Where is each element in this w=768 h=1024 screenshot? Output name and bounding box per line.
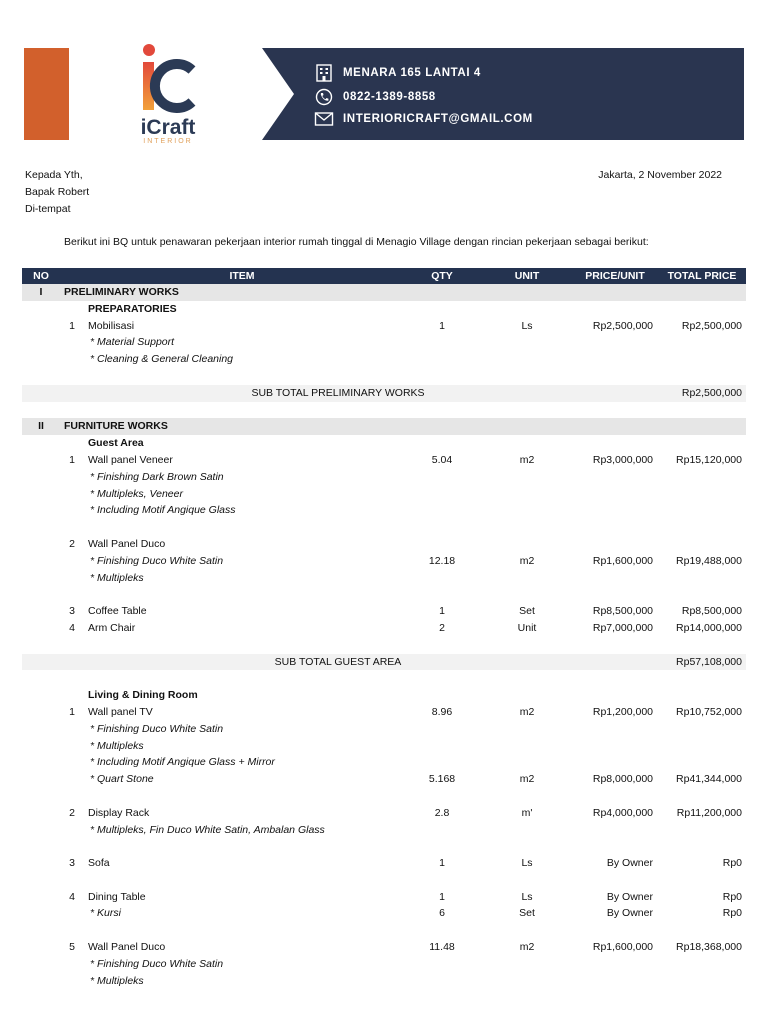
note-row <box>22 822 746 839</box>
recipient-line-3: Di-tempat <box>25 203 71 215</box>
item-unit: Ls <box>521 319 533 332</box>
note-row <box>22 956 746 973</box>
item-name: Display Rack <box>88 806 150 819</box>
group-title: Guest Area <box>88 437 144 450</box>
col-unit: UNIT <box>514 270 540 282</box>
section-number: II <box>38 420 44 433</box>
item-total-price: Rp0 <box>722 890 742 903</box>
spacer-row <box>22 838 746 855</box>
intro-text: Berikut ini BQ untuk penawaran pekerjaan interior rumah tinggal di Menagio Village dengan rincian pekerjaan sebagai berikut: <box>64 236 649 248</box>
item-unit: m2 <box>519 773 535 786</box>
spacer-row <box>22 637 746 654</box>
section-number: I <box>39 286 43 298</box>
item-number: 2 <box>69 537 75 550</box>
item-note: * Multipleks <box>90 974 144 987</box>
section-row <box>22 418 746 435</box>
item-number: 4 <box>69 890 75 903</box>
item-qty: 1 <box>439 857 445 870</box>
item-name: Dining Table <box>88 890 146 903</box>
item-note: * Finishing Dark Brown Satin <box>90 470 224 483</box>
address-row <box>314 64 481 82</box>
letter-date: Jakarta, 2 November 2022 <box>598 169 722 181</box>
note-row <box>22 754 746 771</box>
spacer-row <box>22 872 746 889</box>
item-note: * Including Motif Angique Glass + Mirror <box>90 756 275 769</box>
note-row <box>22 973 746 990</box>
item-name: Wall Panel Duco <box>88 941 166 954</box>
table-row <box>22 318 746 335</box>
item-total-price: Rp18,368,000 <box>676 941 742 954</box>
table-row <box>22 704 746 721</box>
note-row <box>22 905 746 922</box>
phone-icon <box>314 88 334 106</box>
item-name: Sofa <box>88 857 110 870</box>
mail-icon <box>314 110 334 128</box>
spacer-row <box>22 519 746 536</box>
item-qty: 1 <box>439 890 445 903</box>
col-total-price: TOTAL PRICE <box>667 270 737 282</box>
item-price-unit: Rp4,000,000 <box>592 806 653 819</box>
item-note: * Including Motif Angique Glass <box>90 504 236 517</box>
item-name: Arm Chair <box>88 621 136 634</box>
item-total-price: Rp0 <box>722 907 742 920</box>
item-qty: 12.18 <box>428 554 456 567</box>
group-row <box>22 687 746 704</box>
subtotal-label: SUB TOTAL GUEST AREA <box>274 655 402 668</box>
item-price-unit: Rp7,000,000 <box>592 621 653 634</box>
note-row <box>22 738 746 755</box>
item-price-unit: By Owner <box>606 890 653 903</box>
accent-bar <box>24 48 69 140</box>
group-row <box>22 435 746 452</box>
item-total-price: Rp15,120,000 <box>676 453 742 466</box>
item-name: Coffee Table <box>88 605 147 618</box>
item-qty: 1 <box>439 319 445 332</box>
group-title: Living & Dining Room <box>88 689 198 702</box>
spacer-row <box>22 788 746 805</box>
item-qty: 1 <box>439 605 445 618</box>
item-qty: 11.48 <box>429 941 455 954</box>
logo-subtitle: INTERIOR <box>143 138 193 145</box>
item-price-unit: Rp3,000,000 <box>592 453 653 466</box>
note-row <box>22 486 746 503</box>
item-price-unit: Rp1,200,000 <box>592 705 653 718</box>
table-row <box>22 452 746 469</box>
note-row <box>22 771 746 788</box>
note-row <box>22 553 746 570</box>
col-no: NO <box>33 270 49 282</box>
item-note: * Finishing Duco White Satin <box>90 722 224 735</box>
item-name: Wall panel TV <box>88 705 153 718</box>
item-number: 2 <box>69 806 75 819</box>
item-note: * Cleaning & General Cleaning <box>90 353 234 366</box>
item-qty: 2 <box>439 621 445 634</box>
phone-text: 0822-1389-8858 <box>343 91 436 103</box>
item-qty: 5.04 <box>431 453 453 466</box>
subtotal-row <box>22 385 746 402</box>
table-row <box>22 620 746 637</box>
item-total-price: Rp41,344,000 <box>676 773 742 786</box>
item-note: * Finishing Duco White Satin <box>90 554 224 567</box>
table-body <box>22 284 746 989</box>
item-price-unit: Rp1,600,000 <box>592 554 653 567</box>
col-item: ITEM <box>229 270 255 282</box>
item-total-price: Rp14,000,000 <box>676 621 742 634</box>
item-unit: Set <box>519 605 535 618</box>
table-header <box>22 268 746 284</box>
item-unit: Set <box>519 907 535 920</box>
item-note: * Quart Stone <box>90 773 154 786</box>
col-qty: QTY <box>431 270 453 282</box>
item-unit: m2 <box>519 453 535 466</box>
item-qty: 6 <box>439 907 445 920</box>
item-note: * Multipleks <box>90 739 144 752</box>
item-qty: 8.96 <box>431 705 453 718</box>
spacer-row <box>22 586 746 603</box>
address-text: MENARA 165 LANTAI 4 <box>343 67 481 79</box>
table-row <box>22 536 746 553</box>
item-note: * Multipleks, Fin Duco White Satin, Ambalan Glass <box>90 823 325 836</box>
recipient-line-2: Bapak Robert <box>25 186 90 198</box>
item-total-price: Rp11,200,000 <box>676 806 742 819</box>
item-price-unit: Rp2,500,000 <box>592 319 653 332</box>
item-name: Wall panel Veneer <box>88 453 173 466</box>
table-row <box>22 805 746 822</box>
item-unit: m' <box>521 806 533 819</box>
table-row <box>22 939 746 956</box>
item-number: 5 <box>69 941 75 954</box>
item-price-unit: Rp8,500,000 <box>592 605 653 618</box>
item-total-price: Rp8,500,000 <box>681 605 742 618</box>
table-row <box>22 889 746 906</box>
section-title: FURNITURE WORKS <box>64 420 168 433</box>
item-unit: Ls <box>521 890 533 903</box>
bq-table <box>22 268 746 989</box>
note-row <box>22 570 746 587</box>
subtotal-row <box>22 654 746 671</box>
item-number: 4 <box>69 621 75 634</box>
item-total-price: Rp0 <box>722 857 742 870</box>
item-total-price: Rp2,500,000 <box>681 319 742 332</box>
item-price-unit: Rp8,000,000 <box>592 773 653 786</box>
phone-row <box>314 88 436 106</box>
email-row <box>314 110 533 128</box>
subtotal-label: SUB TOTAL PRELIMINARY WORKS <box>251 386 425 399</box>
spacer-row <box>22 402 746 419</box>
group-title: PREPARATORIES <box>88 302 177 315</box>
item-price-unit: By Owner <box>606 907 653 920</box>
item-unit: m2 <box>519 705 535 718</box>
item-number: 3 <box>69 605 75 618</box>
item-unit: Unit <box>517 621 537 634</box>
item-name: Mobilisasi <box>88 319 135 332</box>
note-row <box>22 351 746 368</box>
item-qty: 2.8 <box>434 806 450 819</box>
item-unit: m2 <box>519 554 535 567</box>
col-price-unit: PRICE/UNIT <box>585 270 645 282</box>
item-note: * Kursi <box>90 907 121 920</box>
spacer-row <box>22 368 746 385</box>
logo-name: iCraft <box>140 116 196 139</box>
item-number: 1 <box>69 453 75 466</box>
item-qty: 5.168 <box>428 773 456 786</box>
item-total-price: Rp10,752,000 <box>676 705 742 718</box>
item-unit: Ls <box>521 857 533 870</box>
note-row <box>22 502 746 519</box>
item-number: 3 <box>69 857 75 870</box>
note-row <box>22 721 746 738</box>
section-row <box>22 284 746 301</box>
note-row <box>22 469 746 486</box>
spacer-row <box>22 922 746 939</box>
item-number: 1 <box>69 705 75 718</box>
item-number: 1 <box>69 319 75 332</box>
item-total-price: Rp19,488,000 <box>676 554 742 567</box>
group-row <box>22 301 746 318</box>
subtotal-value: Rp57,108,000 <box>676 655 742 668</box>
item-note: * Material Support <box>90 336 175 349</box>
building-icon <box>314 64 334 82</box>
item-unit: m2 <box>519 941 535 954</box>
item-note: * Multipleks <box>90 571 144 584</box>
spacer-row <box>22 670 746 687</box>
table-row <box>22 603 746 620</box>
item-note: * Finishing Duco White Satin <box>90 957 224 970</box>
item-price-unit: Rp1,600,000 <box>592 941 653 954</box>
subtotal-value: Rp2,500,000 <box>681 386 742 399</box>
item-note: * Multipleks, Veneer <box>90 487 183 500</box>
note-row <box>22 334 746 351</box>
item-price-unit: By Owner <box>606 857 653 870</box>
email-text: INTERIORICRAFT@GMAIL.COM <box>343 113 533 125</box>
recipient-line-1: Kepada Yth, <box>25 169 83 181</box>
item-name: Wall Panel Duco <box>88 537 166 550</box>
section-title: PRELIMINARY WORKS <box>64 286 179 298</box>
table-row <box>22 855 746 872</box>
